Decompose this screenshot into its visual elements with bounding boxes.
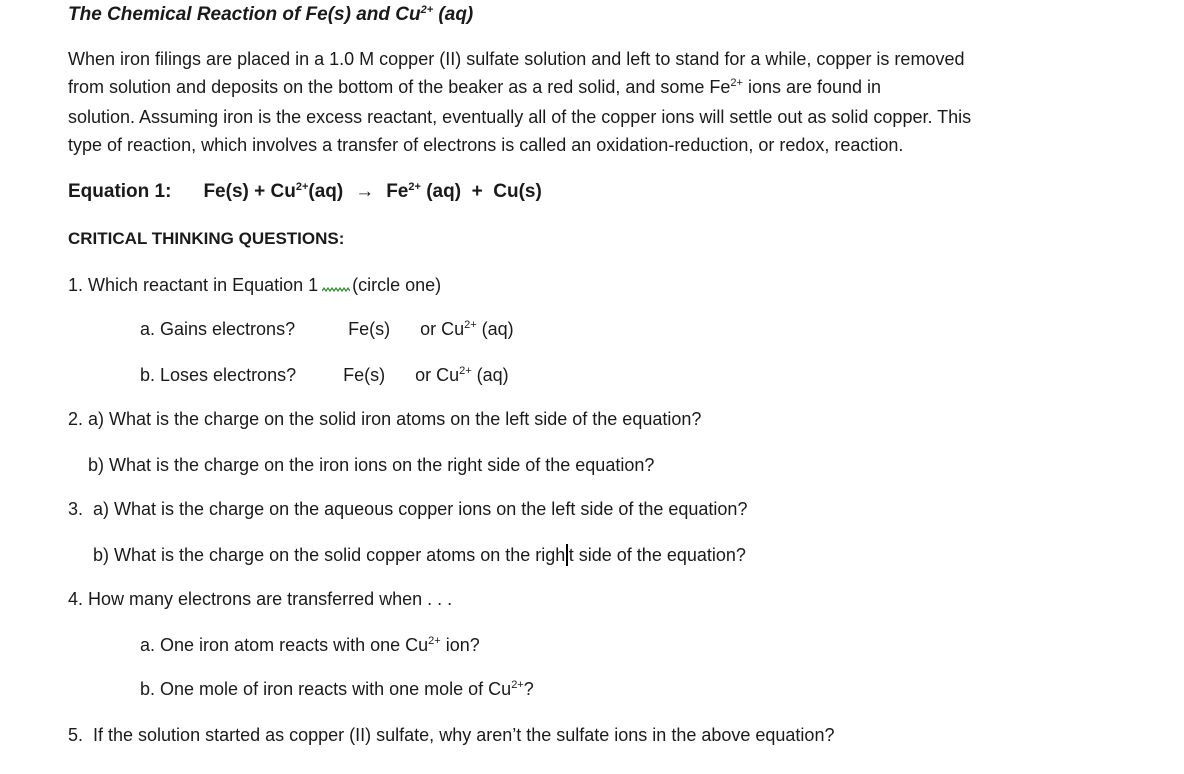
question-1b-end: (aq) bbox=[471, 365, 509, 385]
question-4a bbox=[140, 634, 480, 656]
title-text-end: (aq) bbox=[433, 4, 474, 25]
question-1b-option-cu: or Cu bbox=[415, 365, 460, 385]
question-3b bbox=[93, 544, 746, 566]
question-1a-label: a. Gains electrons? bbox=[140, 319, 296, 339]
question-1 bbox=[68, 274, 441, 296]
intro-line-2-start: from solution and deposits on the bottom of the beaker as a red solid, and some Fe bbox=[68, 77, 731, 97]
equation-part-4: (aq) + Cu(s) bbox=[420, 181, 542, 202]
question-2b: b) What is the charge on the iron ions on the right side of the equation? bbox=[88, 455, 655, 475]
title-superscript: 2+ bbox=[420, 4, 434, 16]
question-3b-start: b) What is the charge on the solid copper atoms on the righ bbox=[93, 545, 566, 565]
question-4a-superscript: 2+ bbox=[428, 635, 441, 647]
intro-line-2-end: ions are found in bbox=[742, 77, 882, 97]
equation-part-1: Fe(s) + Cu bbox=[203, 181, 296, 202]
equation-label: Equation 1: bbox=[68, 181, 172, 202]
equation-superscript-1: 2+ bbox=[295, 181, 309, 193]
question-4b-start: b. One mole of iron reacts with one mole of Cu bbox=[140, 679, 512, 699]
equation-superscript-2: 2+ bbox=[408, 181, 421, 193]
intro-line-2 bbox=[68, 76, 881, 98]
question-1a-end: (aq) bbox=[476, 319, 514, 339]
title-text: The Chemical Reaction of Fe(s) and Cu bbox=[68, 4, 421, 25]
question-1-text: 1. Which reactant in Equation 1 bbox=[68, 275, 319, 295]
equation-part-2: (aq) bbox=[308, 181, 344, 202]
equation-1 bbox=[68, 181, 542, 203]
intro-line-4: type of reaction, which involves a transfer of electrons is called an oxidation-reduction, or redox, reaction. bbox=[68, 135, 904, 155]
question-1b-superscript: 2+ bbox=[459, 365, 472, 377]
section-heading: CRITICAL THINKING QUESTIONS: bbox=[68, 229, 345, 248]
intro-line-2-superscript: 2+ bbox=[730, 77, 743, 89]
question-3b-end: t side of the equation? bbox=[568, 545, 746, 565]
question-3a: 3. a) What is the charge on the aqueous copper ions on the left side of the equation? bbox=[68, 499, 748, 519]
question-1a-option-cu: or Cu bbox=[420, 319, 465, 339]
question-1-circle-one: (circle one) bbox=[352, 275, 442, 295]
question-4a-start: a. One iron atom reacts with one Cu bbox=[140, 635, 429, 655]
equation-arrow-icon: → bbox=[355, 181, 375, 202]
question-4b-end: ? bbox=[523, 679, 534, 699]
question-4: 4. How many electrons are transferred when . . . bbox=[68, 589, 453, 609]
question-5: 5. If the solution started as copper (II) sulfate, why aren’t the sulfate ions in the above equation? bbox=[68, 725, 835, 745]
question-1b-label: b. Loses electrons? bbox=[140, 365, 297, 385]
question-1b bbox=[140, 364, 509, 386]
question-4b bbox=[140, 678, 534, 700]
intro-line-3: solution. Assuming iron is the excess reactant, eventually all of the copper ions will settle out as solid copper. This bbox=[68, 107, 972, 127]
intro-line-1: When iron filings are placed in a 1.0 M copper (II) sulfate solution and left to stand for a while, copper is removed bbox=[68, 49, 965, 69]
question-4a-end: ion? bbox=[440, 635, 480, 655]
question-1a-option-fe: Fe(s) bbox=[348, 319, 391, 339]
equation-part-3: Fe bbox=[386, 181, 409, 202]
question-4b-superscript: 2+ bbox=[511, 679, 524, 691]
question-1b-option-fe: Fe(s) bbox=[343, 365, 386, 385]
document-title bbox=[68, 4, 473, 26]
text-cursor bbox=[566, 544, 568, 566]
question-1a bbox=[140, 318, 514, 340]
question-1a-superscript: 2+ bbox=[464, 319, 477, 331]
spellcheck-squiggle-icon bbox=[322, 287, 350, 293]
question-2a: 2. a) What is the charge on the solid iron atoms on the left side of the equation? bbox=[68, 409, 702, 429]
